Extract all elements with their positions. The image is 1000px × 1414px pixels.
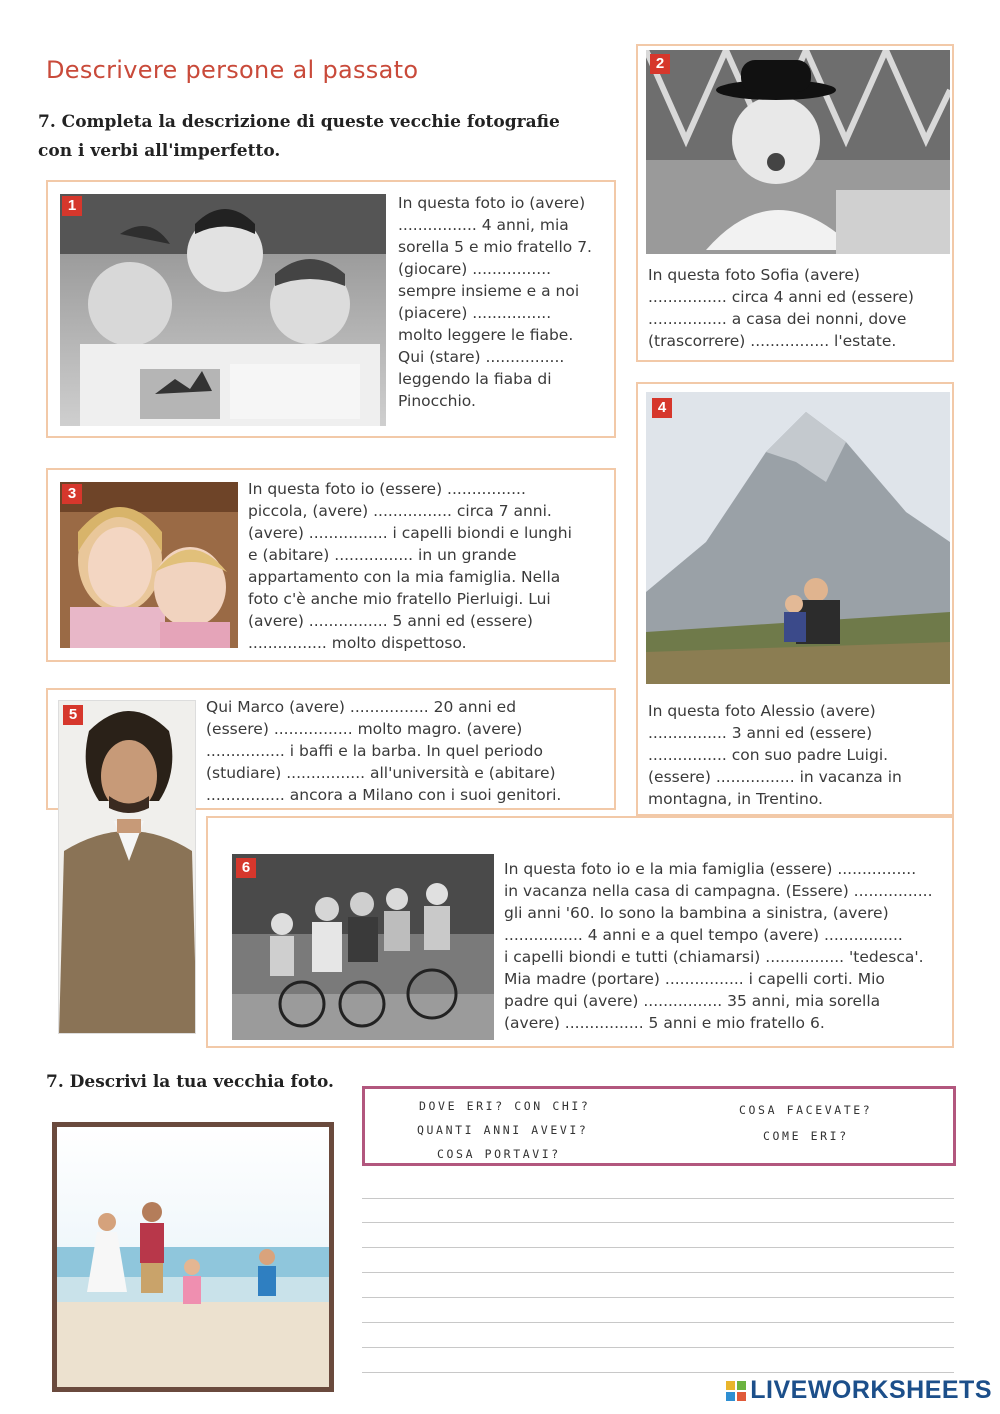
- photo-number-badge: 6: [236, 858, 256, 878]
- photo-1-children-reading: [60, 194, 386, 426]
- photo-number-badge: 5: [63, 705, 83, 725]
- liveworksheets-logo: [726, 1376, 992, 1405]
- photo-card-2: [636, 44, 954, 362]
- instruction-describe: 7. Descrivi la tua vecchia foto.: [46, 1072, 334, 1092]
- writing-line[interactable]: [362, 1322, 954, 1323]
- writing-line[interactable]: [362, 1372, 954, 1373]
- photo-5-text: Qui Marco (avere) ................ 20 anni ed (essere) ................ molto magro. (avere) ................ i baffi e la barba. In quel periodo (studiare) ................ all'università e (abitare) ................ ancora a Milano con i suoi genitori.: [206, 698, 562, 804]
- photo-number-badge: 4: [652, 398, 672, 418]
- question-what-were-you-like: COME ERI?: [763, 1129, 849, 1143]
- instruction-complete: 7. Completa la descrizione di queste vecchie fotografie con i verbi all'imperfetto.: [38, 112, 560, 161]
- photo-5-young-man: [58, 700, 196, 1034]
- writing-line[interactable]: [362, 1247, 954, 1248]
- photo-number-badge: 1: [62, 196, 82, 216]
- photo-card-3: [46, 468, 616, 662]
- question-what-wearing: COSA PORTAVI?: [437, 1147, 561, 1161]
- photo-4-mountain: [646, 392, 950, 684]
- writing-line[interactable]: [362, 1347, 954, 1348]
- question-where-with-whom: DOVE ERI? CON CHI?: [419, 1099, 591, 1113]
- photo-number-badge: 2: [650, 54, 670, 74]
- photo-card-6: [206, 816, 954, 1048]
- logo-text: LIVEWORKSHEETS: [750, 1376, 992, 1404]
- writing-line[interactable]: [362, 1198, 954, 1199]
- writing-line[interactable]: [362, 1222, 954, 1223]
- photo-6-text: In questa foto io e la mia famiglia (essere) ................ in vacanza nella casa di campagna. (Essere) ................ gli anni '60. Io sono la bambina a sinistra, (avere) ................ 4 anni e a quel tempo (avere) ................ i capelli biondi e tutti (chiamarsi) ................ 'tedesca'. Mia madre (portare) ................ i capelli corti. Mio padre qui (avere) ................ 35 anni, mia sorella (avere) ................ 5 anni e mio fratello 6.: [504, 860, 933, 1032]
- photo-2-girl-with-hat: [646, 50, 950, 254]
- photo-6-family-bicycles: [232, 854, 494, 1040]
- guiding-questions-box: [362, 1086, 956, 1166]
- writing-line[interactable]: [362, 1272, 954, 1273]
- page-title: Descrivere persone al passato: [46, 56, 419, 84]
- logo-mark-icon: [726, 1381, 746, 1401]
- question-what-doing: COSA FACEVATE?: [739, 1103, 873, 1117]
- family-beach-photo: [52, 1122, 334, 1392]
- photo-number-badge: 3: [62, 484, 82, 504]
- photo-1-text: In questa foto io (avere) ................ 4 anni, mia sorella 5 e mio fratello 7. (giocare) ................ sempre insieme e a noi (piacere) ................ molto leggere le fiabe. Qui (stare) ................ leggendo la fiaba di Pinocchio.: [398, 194, 592, 410]
- photo-2-text: In questa foto Sofia (avere) ................ circa 4 anni ed (essere) ................ a casa dei nonni, dove (trascorrere) ................ l'estate.: [648, 266, 914, 350]
- photo-card-4: [636, 382, 954, 816]
- photo-3-text: In questa foto io (essere) ................ piccola, (avere) ................ circa 7 anni. (avere) ................ i capelli biondi e lunghi e (abitare) ................ in un grande appartamento con la mia famiglia. Nella foto c'è anche mio fratello Pierluigi. Lui (avere) ................ 5 anni ed (essere) ................ molto dispettoso.: [248, 480, 572, 652]
- writing-line[interactable]: [362, 1297, 954, 1298]
- photo-4-text: In questa foto Alessio (avere) ................ 3 anni ed (essere) ................ con suo padre Luigi. (essere) ................ in vacanza in montagna, in Trentino.: [648, 702, 902, 808]
- photo-3-two-children: [60, 482, 238, 648]
- question-how-old: QUANTI ANNI AVEVI?: [417, 1123, 589, 1137]
- photo-card-1: [46, 180, 616, 438]
